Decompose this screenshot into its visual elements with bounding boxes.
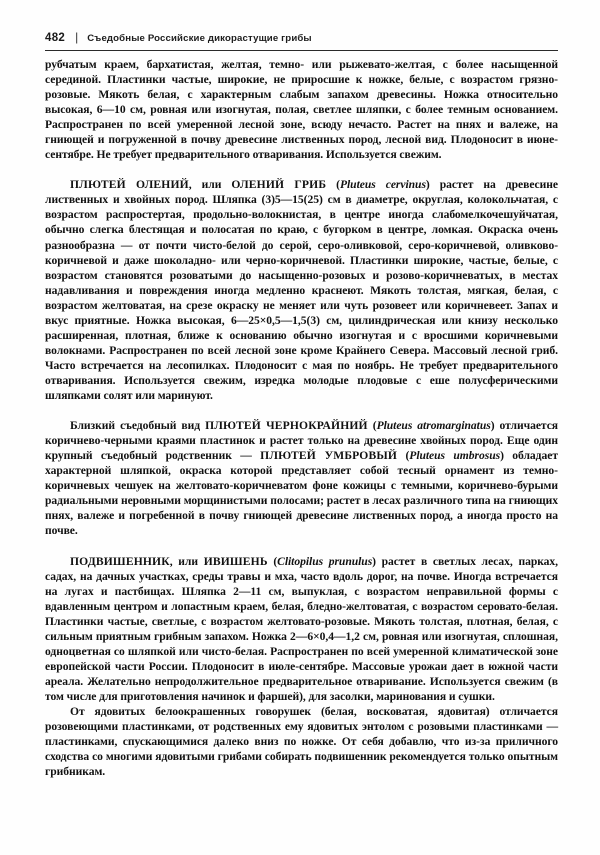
text-run: , или — [188, 178, 232, 192]
paragraph-clitopilus-prunulus — [45, 554, 558, 704]
text-run: ( — [267, 554, 278, 568]
latin-binomial: Pluteus cervinus — [339, 178, 426, 192]
paragraph-pluteus-atromarginatus — [45, 418, 558, 538]
text-run: ) растет в светлых лесах, парках, садах, на дачных участках, среды травы и мха, часто вдоль дорог, на почве. Иногда встречается на лугах и пастбищах. Шляпка 2—11 см, выпуклая, с возрастом неправильной формы с вдавленным центром и лопастным краем, белая, бледно-желтоватая, с возрастом серовато-белая. Пластинки частые, светлые, с возрастом желтовато-розовые. Мякоть толстая, плотная, белая, с сильным приятным грибным запахом. Ножка 2—6×0,4—1,2 см, ровная или изогнутая, сплошная, одноцветная со шляпкой или чисто-белая. Распространен по всей умеренной климатической зоне европейской части России. Плодоносит в июле-сентябре. Массовые урожаи дает в южной части ареала. Желательно непродолжительное предварительное отваривание. Используется свежим (в том числе для приготовления начинок и фаршей), для засолки, маринования и сушки. — [45, 554, 559, 704]
text-run: ) отличается коричнево-черными краями пластинок и растет только на древесине хвойных пород. Еще один крупный съедобный родственник — — [45, 419, 559, 463]
running-head-title: Съедобные Российские дикорастущие грибы — [87, 33, 312, 44]
species-name: ОЛЕНИЙ ГРИБ — [231, 178, 327, 192]
page-number: 482 — [45, 32, 66, 44]
paragraph-pluteus-cervinus — [45, 177, 558, 403]
species-name: ПОДВИШЕННИК — [70, 554, 170, 568]
text-run: ( — [326, 178, 340, 192]
text-run: , или — [169, 554, 204, 568]
latin-binomial: Pluteus umbrosus — [409, 449, 501, 463]
species-name: ПЛЮТЕЙ ЧЕРНОКРАЙНИЙ — [205, 419, 368, 433]
header-divider — [45, 50, 558, 51]
running-head-separator: | — [75, 30, 79, 44]
running-head — [45, 30, 558, 44]
text-run: ( — [397, 449, 410, 463]
species-name: ИВИШЕНЬ — [203, 554, 268, 568]
text-run: ) растет на древесине лиственных и хвойных пород. Шляпка (3)5—15(25) см в диаметре, округлая, колокольчатая, с возрастом распростертая, продольно-волокнистая, в центре иногда слабомелкочешуйчатая, обычно слегка блестящая и полосатая по краю, с бугорком в центре, ломкая. Окраска очень разнообразна — от почти чисто-белой до серой, серо-оливковой, серо-коричневой, оливково-коричневой и даже шоколадно- или черно-коричневой. Пластинки широкие, частые, белые, с возрастом становятся розоватыми до насыщенно-розовых и розово-коричневатых, в местах надавливания и повреждения иногда медленно краснеют. Мякоть толстая, мягкая, белая, с возрастом желтоватая, на срезе окраску не меняет или чуть розовеет или коричневеет. Запах и вкус приятные. Ножка высокая, 6—25×0,5—1,5(3) см, цилиндрическая или книзу несколько расширенная, плотная, ближе к основанию обычно изогнутая и с вросшими коричневыми волокнами. Распространен по всей лесной зоне кроме Крайнего Севера. Массовый лесной гриб. Часто встречается на лесопилках. Плодоносит с мая по ноябрь. Не требует предварительного отваривания. Используется свежим, изредка молодые плодовые с еше полусферическими шляпками солят или маринуют. — [45, 178, 559, 402]
species-name: ПЛЮТЕЙ ОЛЕНИЙ — [70, 178, 189, 192]
text-run: От ядовитых белоокрашенных говорушек (белая, восковатая, ядовитая) отличается розовеющими пластинками, от родственных ему ядовитых энтолом с розовыми пластинками — пластинками, спускающимися далеко вниз по ножке. От себя добавлю, что из-за приличного сходства со многими ядовитыми грибами собирать подвишенник рекомендуется только опытным грибникам. — [45, 705, 558, 779]
text-run: Близкий съедобный вид — [70, 419, 206, 433]
paragraph-continued — [45, 57, 558, 162]
latin-binomial: Pluteus atromarginatus — [376, 419, 491, 433]
body-text-column — [45, 57, 558, 779]
paragraph-warning — [45, 704, 558, 779]
text-run: ( — [367, 419, 377, 433]
text-run: ) обладает характерной шляпкой, окраска которой представляет собой тесный орнамент из темно-коричневых чешуек на желтовато-коричневатом фоне кожицы с темными, коричнево-бурыми радиальными неровными морщинистыми полосами; растет в лесах различного типа на гниющих пнях, валеже и погребенной в почву гниющей древесине лиственных пород, а иногда просто на почве. — [45, 449, 558, 538]
species-name: ПЛЮТЕЙ УМБРОВЫЙ — [260, 449, 398, 463]
latin-binomial: Clitopilus prunulus — [277, 554, 373, 568]
text-run: рубчатым краем, бархатистая, желтая, темно- или рыжевато-желтая, с более насыщенной серединой. Пластинки частые, широкие, не приросшие к ножке, белые, с возрастом грязно-розовые. Мякоть белая, с характерным слабым запахом древесины. Ножка относительно высокая, 6—10 см, ровная или изогнутая, полая, светлее шляпки, с более темным основанием. Распространен по всей умеренной лесной зоне, всюду нечасто. Растет на пнях и валеже, на гниющей и погруженной в почву древесине лиственных пород, лесной вид. Плодоносит в июне-сентябре. Не требует предварительного отваривания. Используется свежим. — [45, 58, 558, 162]
